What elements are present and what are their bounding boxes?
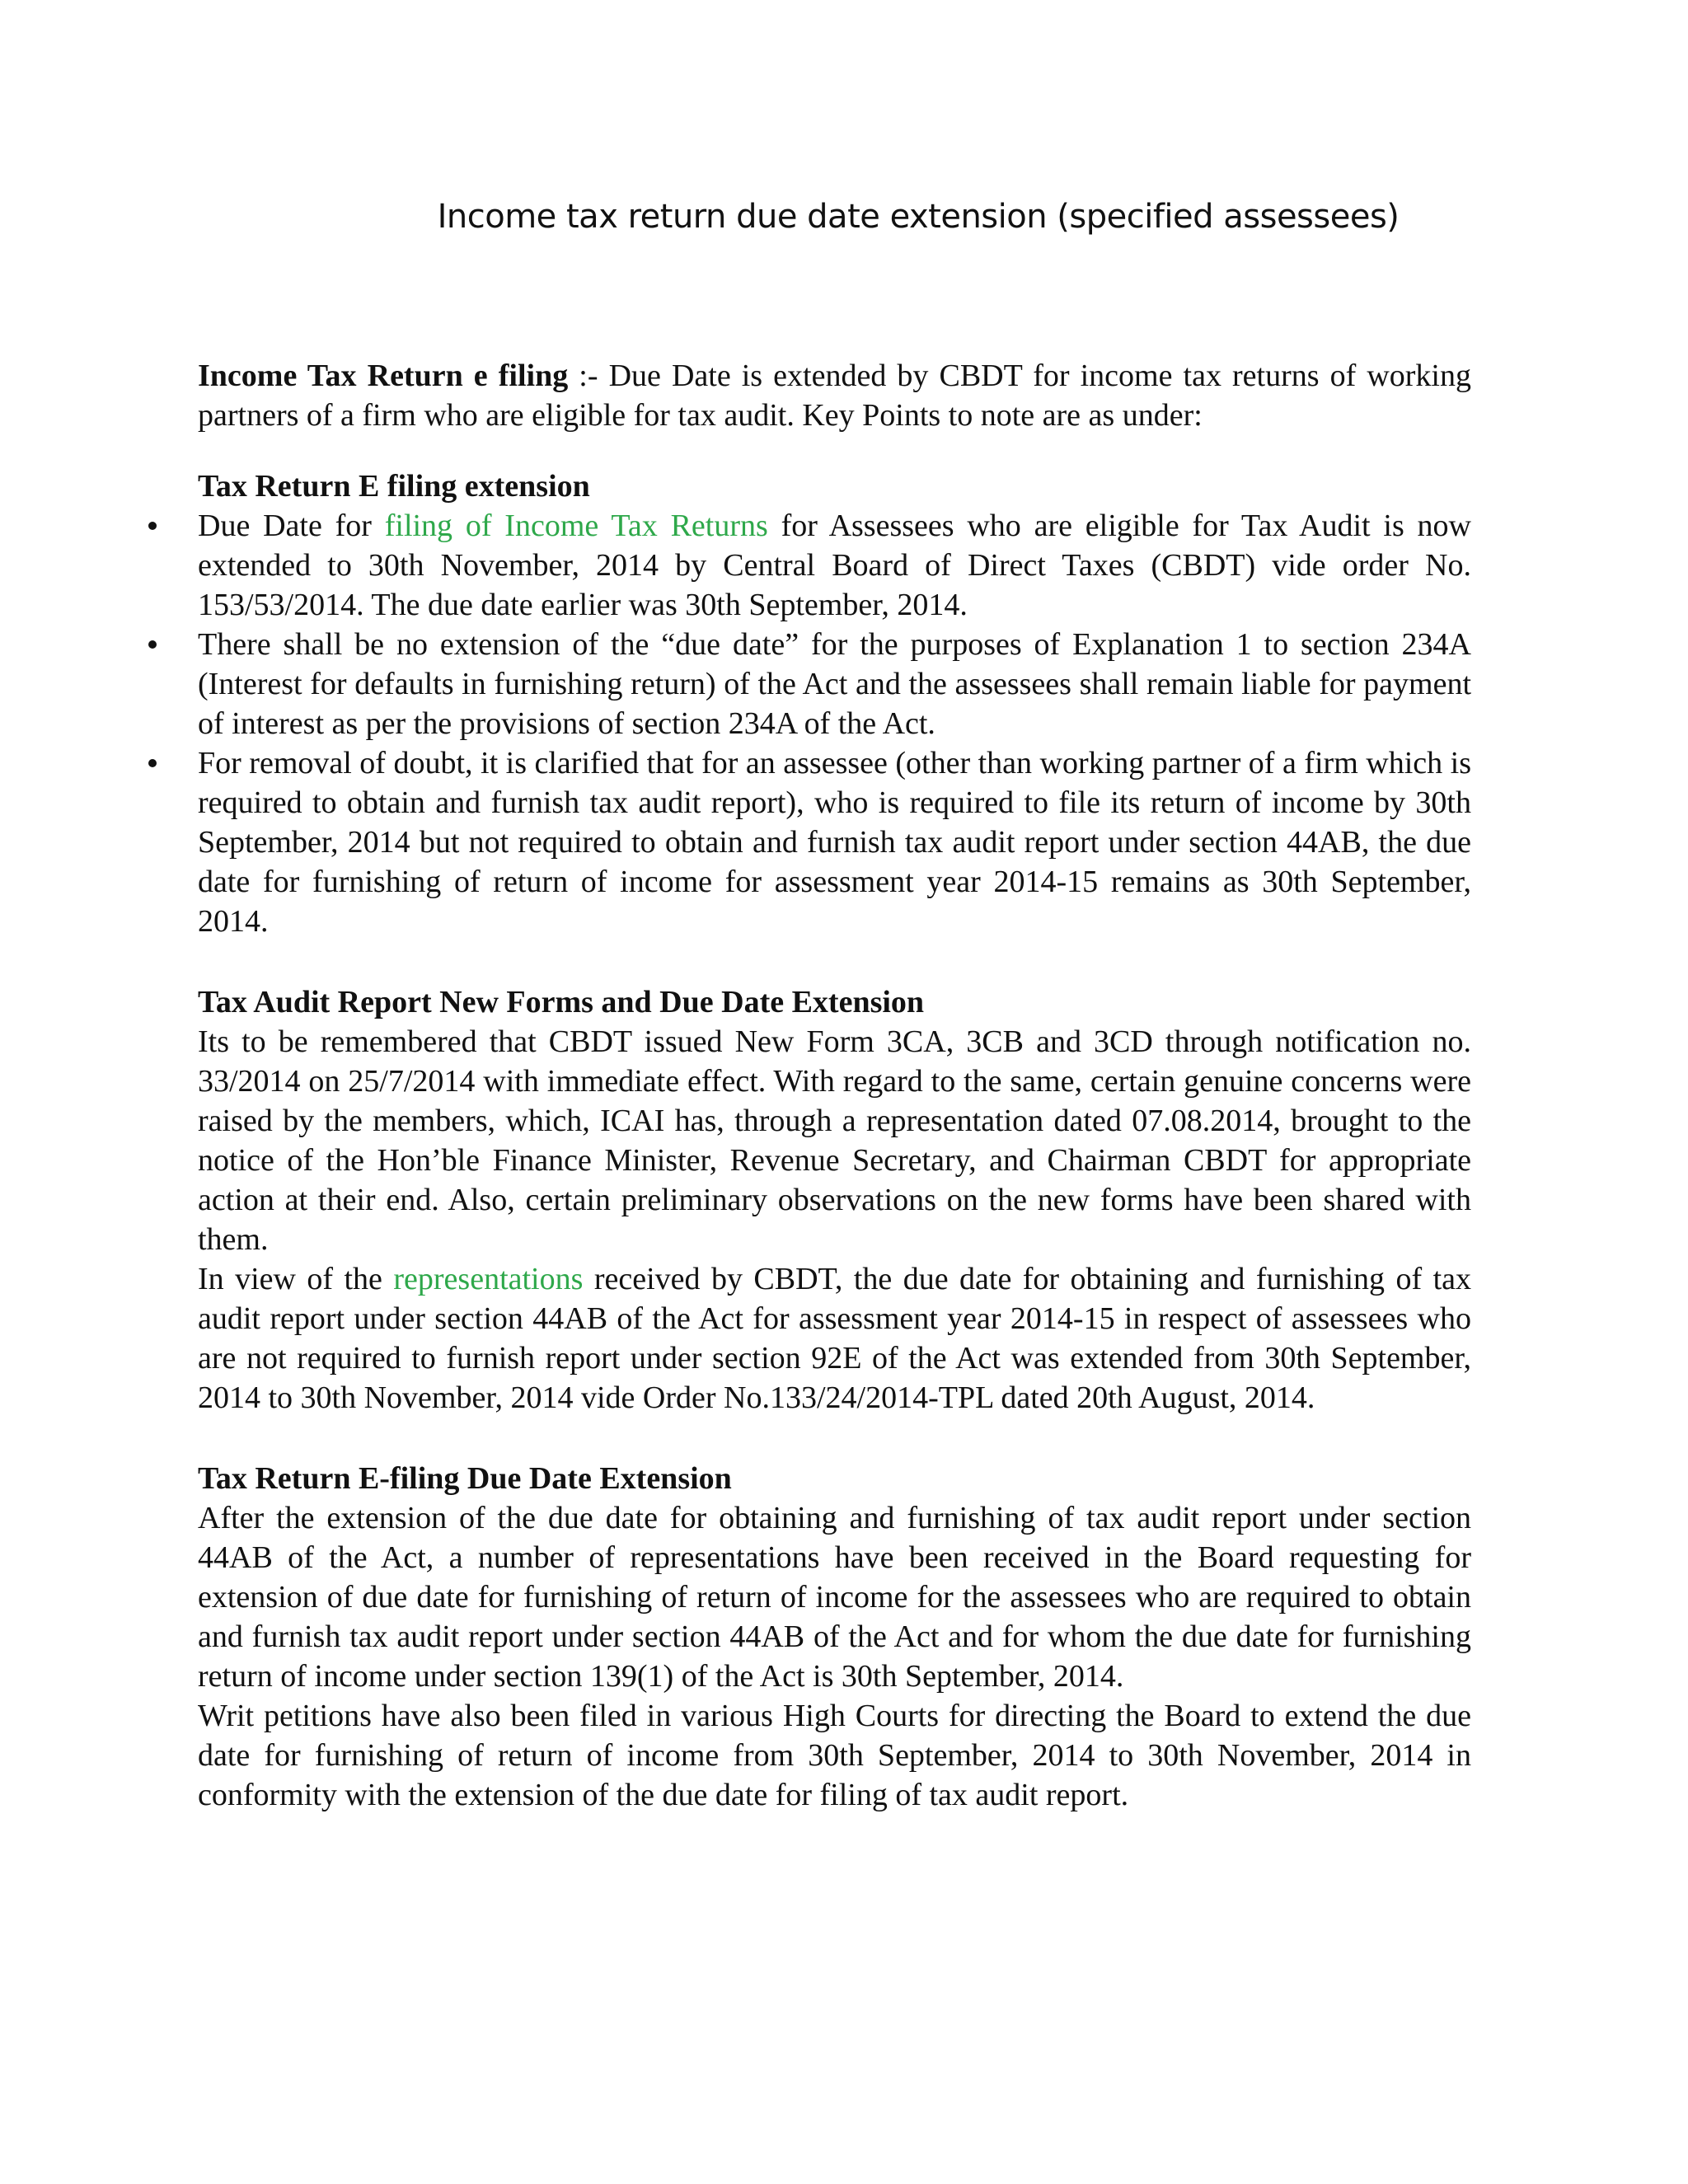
filing-income-tax-returns-link[interactable]: filing of Income Tax Returns bbox=[384, 509, 768, 543]
intro-paragraph bbox=[198, 356, 1471, 435]
body-paragraph: Writ petitions have also been filed in various High Courts for directing the Board to extend the due date for furnishing of return of income from 30th September, 2014 to 30th November, 2014 in conformity with the extension of the due date for filing of tax audit report. bbox=[198, 1699, 1471, 1812]
body-paragraph: After the extension of the due date for obtaining and furnishing of tax audit report under section 44AB of the Act, a number of representations have been received in the Board requesting for extension of due date for furnishing of return of income for the assessees who are required to obtain and furnish tax audit report under section 44AB of the Act and for whom the due date for furnishing return of income under section 139(1) of the Act is 30th September, 2014. bbox=[198, 1501, 1471, 1694]
bullet-text: For removal of doubt, it is clarified that for an assessee (other than working partner of a firm which is required to obtain and furnish tax audit report), who is required to file its return of income by 30th September, 2014 but not required to obtain and furnish tax audit report under section 44AB, the due date for furnishing of return of income for assessment year 2014-15 remains as 30th September, 2014. bbox=[198, 746, 1471, 939]
section-heading-efiling-due-date: Tax Return E-filing Due Date Extension bbox=[198, 1461, 732, 1496]
list-item bbox=[198, 506, 1471, 625]
section-heading-efiling-extension: Tax Return E filing extension bbox=[198, 469, 590, 504]
bullet-text-after: for Assessees who are eligible for Tax Audit is now extended to 30th November, 2014 by Central Board of Direct Taxes (CBDT) vide order No. 153/53/2014. The due date earlier was 30th September, 2014. bbox=[198, 509, 1471, 622]
key-points-list bbox=[198, 506, 1471, 941]
bullet-icon bbox=[148, 759, 157, 767]
bullet-icon bbox=[148, 522, 157, 530]
bullet-text: There shall be no extension of the “due date” for the purposes of Explanation 1 to section 234A (Interest for defaults in furnishing return) of the Act and the assessees shall remain liable for payment of interest as per the provisions of section 234A of the Act. bbox=[198, 627, 1471, 741]
intro-lead: Income Tax Return e filing bbox=[198, 359, 569, 393]
intro-text: :- Due Date is extended by CBDT for income tax returns of working partners of a firm who are eligible for tax audit. Key Points to note are as under: bbox=[198, 359, 1471, 433]
document-body bbox=[198, 356, 1471, 1815]
representations-link[interactable]: representations bbox=[393, 1262, 584, 1296]
bullet-text-before: Due Date for bbox=[198, 509, 385, 543]
body-paragraph: Its to be remembered that CBDT issued New Form 3CA, 3CB and 3CD through notification no. 33/2014 on 25/7/2014 with immediate effect. With regard to the same, certain genuine concerns were raised by the members, which, ICAI has, through a representation dated 07.08.2014, brought to the notice of the Hon’ble Finance Minister, Revenue Secretary, and Chairman CBDT for appropriate action at their end. Also, certain preliminary observations on the new forms have been shared with them. bbox=[198, 1024, 1471, 1257]
list-item bbox=[198, 625, 1471, 743]
section-heading-tax-audit-report: Tax Audit Report New Forms and Due Date Extension bbox=[198, 985, 925, 1019]
paragraph-text-after: received by CBDT, the due date for obtaining and furnishing of tax audit report under section 44AB of the Act for assessment year 2014-15 in respect of assessees who are not required to furnish report under section 92E of the Act was extended from 30th September, 2014 to 30th November, 2014 vide Order No.133/24/2014-TPL dated 20th August, 2014. bbox=[198, 1262, 1471, 1415]
paragraph-text-before: In view of the bbox=[198, 1262, 394, 1296]
list-item bbox=[198, 743, 1471, 941]
bullet-icon bbox=[148, 640, 157, 649]
body-paragraph bbox=[198, 1259, 1471, 1418]
document-title: Income tax return due date extension (specified assessees) bbox=[437, 198, 1400, 236]
